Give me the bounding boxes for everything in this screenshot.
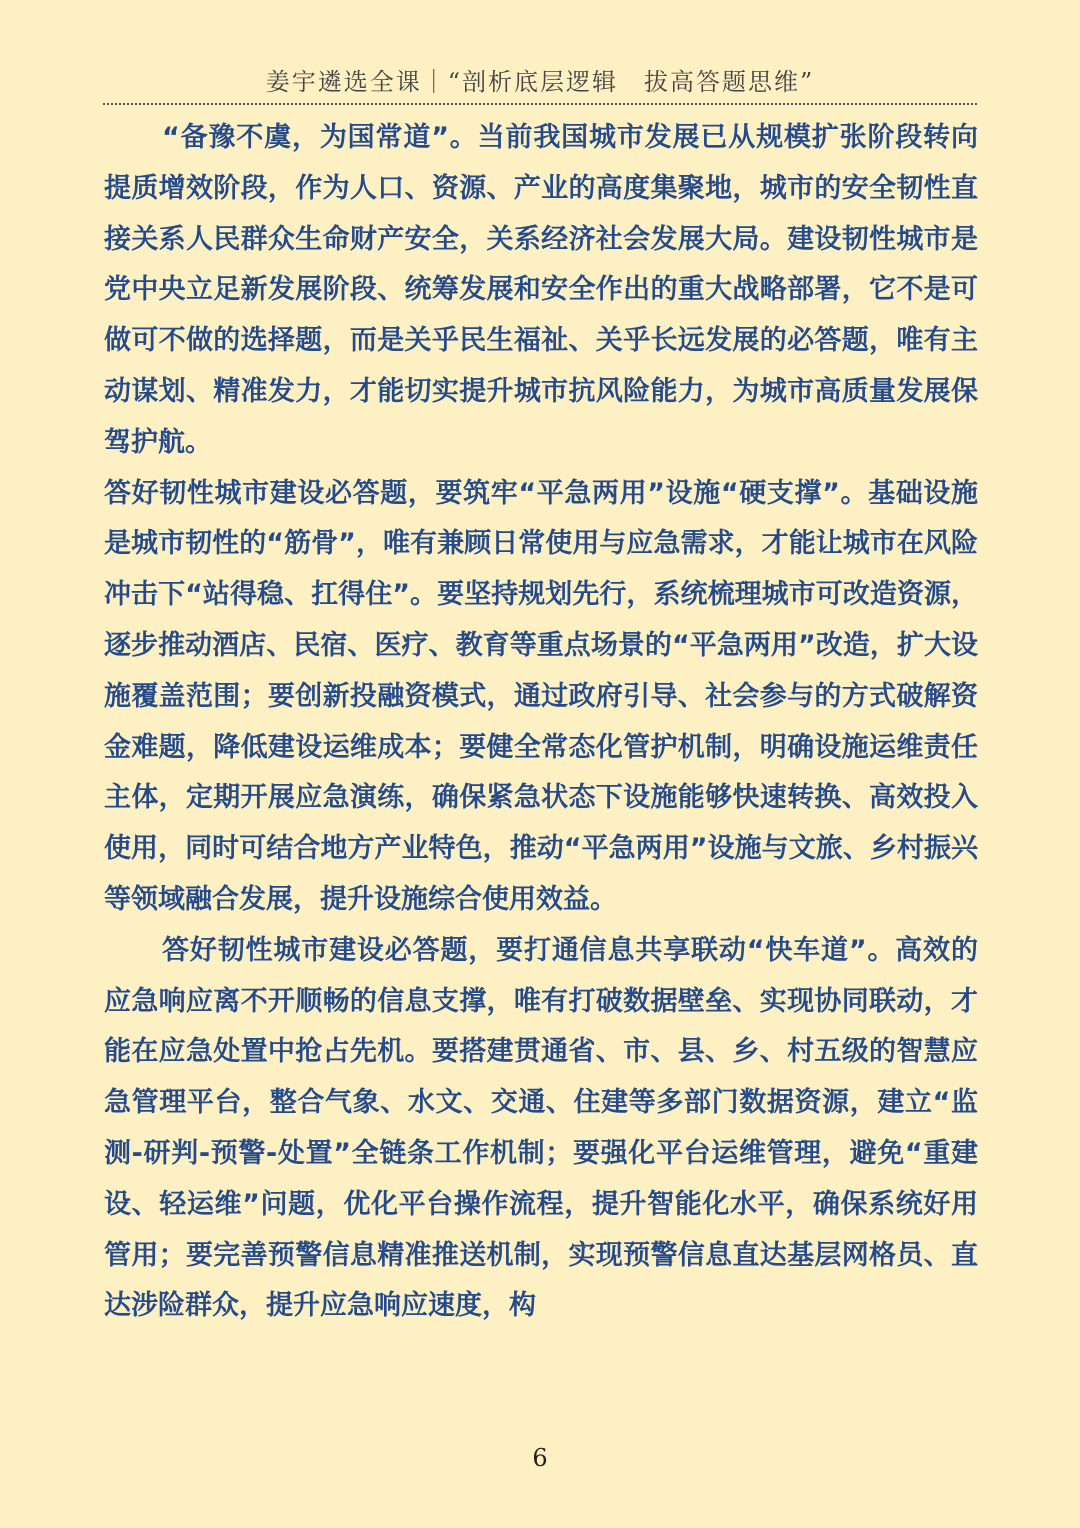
paragraph-3: 答好韧性城市建设必答题，要打通信息共享联动“快车道”。高效的应急响应离不开顺畅的信息支撑，唯有打破数据壁垒、实现协同联动，才能在应急处置中抢占先机。要搭建贯通省、市、县、乡、村五级的智慧应急管理平台，整合气象、水文、交通、住建等多部门数据资源，建立“监测-研判-预警-处置”全链条工作机制；要强化平台运维管理，避免“重建设、轻运维”问题，优化平台操作流程，提升智能化水平，确保系统好用管用；要完善预警信息精准推送机制，实现预警信息直达基层网格员、直达涉险群众，提升应急响应速度，构 bbox=[104, 934, 978, 1322]
header-divider bbox=[103, 103, 977, 105]
page-header: 姜宇遴选全课｜“剖析底层逻辑 拔高答题思维” bbox=[265, 68, 815, 96]
paragraph-1: “备豫不虞，为国常道”。当前我国城市发展已从规模扩张阶段转向提质增效阶段，作为人口、资源、产业的高度集聚地，城市的安全韧性直接关系人民群众生命财产安全，关系经济社会发展大局。建设韧性城市是党中央立足新发展阶段、统筹发展和安全作出的重大战略部署，它不是可做可不做的选择题，而是关乎民生福祉、关乎长远发展的必答题，唯有主动谋划、精准发力，才能切实提升城市抗风险能力，为城市高质量发展保驾护航。 bbox=[104, 122, 978, 458]
article-body bbox=[104, 113, 978, 1332]
page-number: 6 bbox=[532, 1444, 548, 1472]
paragraph-2: 答好韧性城市建设必答题，要筑牢“平急两用”设施“硬支撑”。基础设施是城市韧性的“筋骨”，唯有兼顾日常使用与应急需求，才能让城市在风险冲击下“站得稳、扛得住”。要坚持规划先行，系统梳理城市可改造资源，逐步推动酒店、民宿、医疗、教育等重点场景的“平急两用”改造，扩大设施覆盖范围；要创新投融资模式，通过政府引导、社会参与的方式破解资金难题，降低建设运维成本；要健全常态化管护机制，明确设施运维责任主体，定期开展应急演练，确保紧急状态下设施能够快速转换、高效投入使用，同时可结合地方产业特色，推动“平急两用”设施与文旅、乡村振兴等领域融合发展，提升设施综合使用效益。 bbox=[104, 477, 978, 915]
